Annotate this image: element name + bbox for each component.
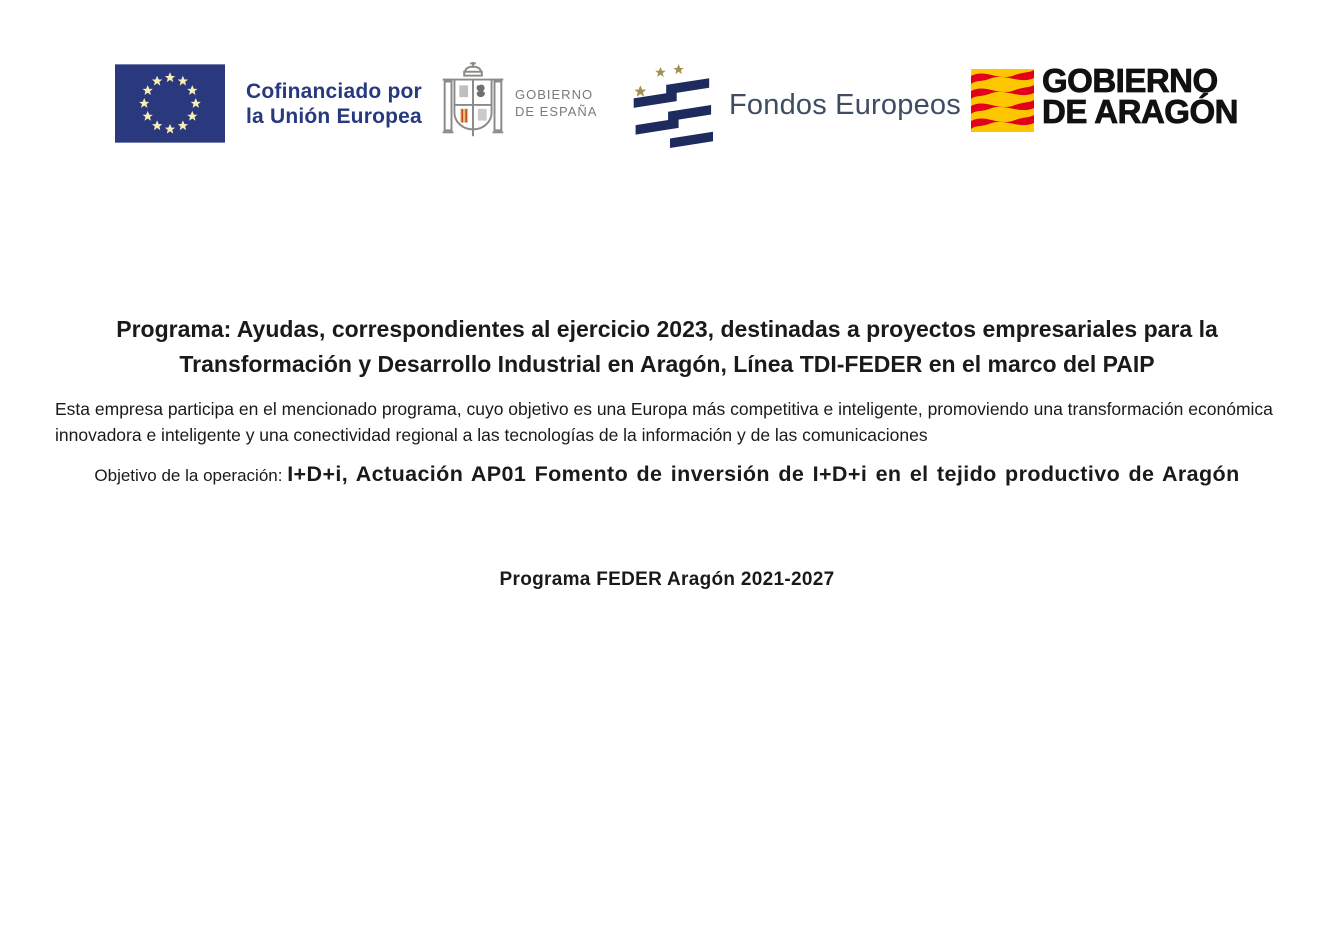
program-title-line1: Programa: Ayudas, correspondientes al ejercicio 2023, destinadas a proyectos empresariales para la: [116, 316, 1218, 342]
aragon-logo-label-line2: DE ARAGÓN: [1042, 93, 1238, 130]
aragon-logo-label-line1: GOBIERNO: [1042, 62, 1218, 99]
spain-logo-label-line2: DE ESPAÑA: [515, 104, 598, 119]
eu-flag-icon: [115, 64, 225, 143]
operation-objective: [0, 458, 1334, 493]
gobierno-de-espana-logo: [441, 60, 597, 146]
program-description-line2: innovadora e inteligente y una conectividad regional a las tecnologías de la información y de las comunicaciones: [55, 425, 928, 445]
program-description: [55, 396, 1281, 448]
program-title-line2: Transformación y Desarrollo Industrial en Aragón, Línea TDI-FEDER en el marco del PAIP: [179, 351, 1155, 377]
spain-logo-label-line1: GOBIERNO: [515, 87, 594, 102]
eu-logo-label-line2: la Unión Europea: [246, 104, 422, 128]
operation-objective-prefix: Objetivo de la operación:: [94, 466, 288, 485]
program-description-line1: Esta empresa participa en el mencionado programa, cuyo objetivo es una Europa más competitiva e inteligente, promoviendo una transformación económica: [55, 399, 1273, 419]
eu-cofunded-logo: [115, 64, 422, 143]
gobierno-de-aragon-logo: [971, 62, 1238, 132]
operation-objective-text: I+D+i, Actuación AP01 Fomento de inversión de I+D+i en el tejido productivo de Aragón: [287, 462, 1240, 486]
program-title: [0, 312, 1334, 382]
fondos-europeos-logo: [623, 62, 961, 148]
fondos-europeos-label: Fondos Europeos: [729, 88, 961, 121]
spain-coat-of-arms-icon: [441, 60, 505, 146]
eu-logo-label: [246, 79, 422, 129]
aragon-flag-icon: [971, 69, 1034, 132]
spain-logo-label: [515, 86, 597, 120]
aragon-logo-label: [1042, 62, 1238, 130]
fondos-europeos-icon: [623, 62, 717, 148]
program-footer: Programa FEDER Aragón 2021-2027: [499, 569, 835, 590]
eu-logo-label-line1: Cofinanciado por: [246, 79, 422, 103]
